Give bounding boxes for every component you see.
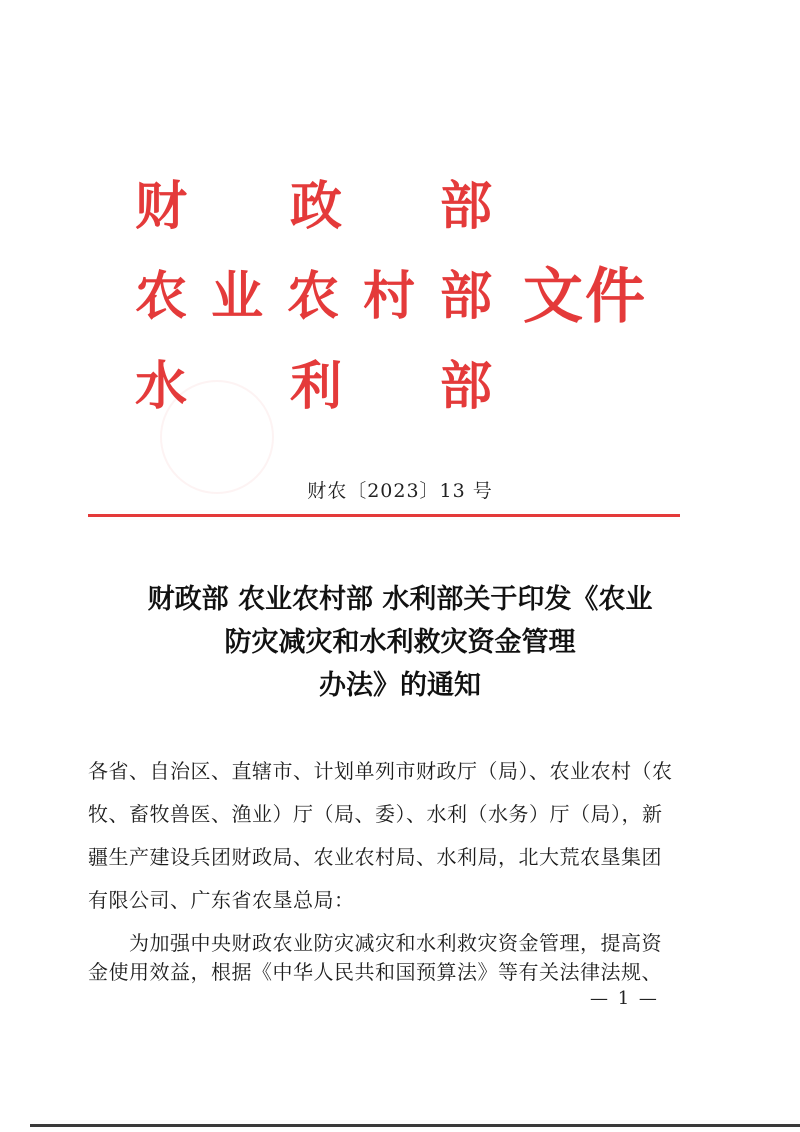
issuer-char: 农 [287, 266, 340, 327]
issuer-ministry-of-agriculture [135, 262, 695, 345]
issuer-char: 业 [211, 266, 264, 327]
scan-edge-line [30, 1124, 800, 1127]
body-line: 牧、畜牧兽医、渔业）厅（局、委）、水利（水务）厅（局），新 [88, 802, 663, 826]
document-title-line-3: 办法》的通知 [319, 670, 481, 701]
page-number: — 1 — [590, 988, 659, 1009]
body-line: 疆生产建设兵团财政局、农业农村局、水利局，北大荒农垦集团 [88, 845, 662, 869]
document-title-line-1: 财政部 农业农村部 水利部关于印发《农业 [147, 584, 653, 615]
issuer-char: 政 [290, 176, 343, 237]
red-divider-line [88, 514, 680, 517]
body-line: 金使用效益，根据《中华人民共和国预算法》等有关法律法规、 [88, 960, 662, 984]
issuer-ministry-of-finance [135, 175, 695, 255]
body-line: 有限公司、广东省农垦总局： [88, 888, 355, 912]
body-line: 为加强中央财政农业防灾减灾和水利救灾资金管理，提高资 [88, 931, 662, 955]
issuer-char: 财 [135, 176, 188, 237]
issuer-char: 村 [363, 266, 416, 327]
issuer-char: 部 [440, 266, 493, 327]
document-number: 财农〔2023〕13 号 [307, 480, 493, 502]
issuer-char: 水 [135, 356, 188, 417]
body-line: 各省、自治区、直辖市、计划单列市财政厅（局）、农业农村（农 [88, 759, 673, 783]
issuer-char: 利 [290, 356, 343, 417]
document-word: 文件 [523, 262, 647, 332]
issuer-char: 部 [440, 176, 493, 237]
document-title-line-2: 防灾减灾和水利救灾资金管理 [224, 627, 576, 658]
issuer-char: 部 [440, 356, 493, 417]
issuer-char: 农 [135, 266, 188, 327]
